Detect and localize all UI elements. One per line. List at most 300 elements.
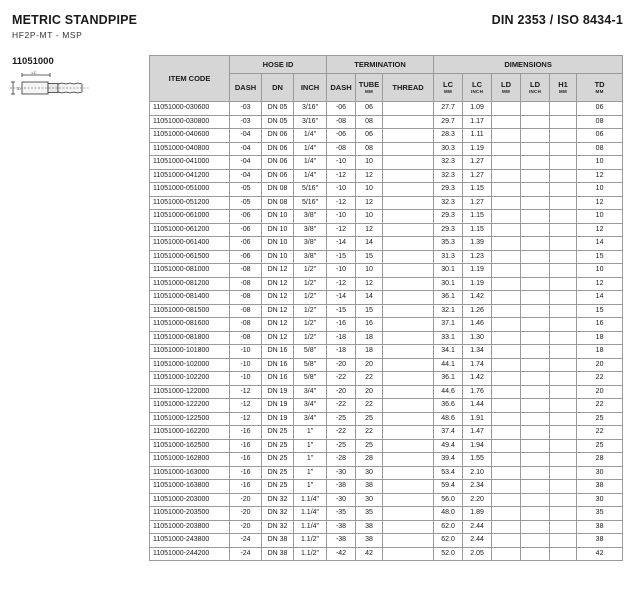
table-cell bbox=[550, 439, 577, 453]
table-row bbox=[150, 183, 623, 197]
table-cell: 2.44 bbox=[463, 534, 492, 548]
column-header-label: DASH bbox=[234, 82, 257, 92]
table-cell: -22 bbox=[327, 372, 356, 386]
column-header-unit: INCH bbox=[470, 88, 484, 94]
table-cell: 1.19 bbox=[463, 264, 492, 278]
table-cell: DN 06 bbox=[262, 156, 294, 170]
table-cell: -10 bbox=[327, 264, 356, 278]
table-cell: 08 bbox=[577, 142, 623, 156]
table-cell: 1.09 bbox=[463, 102, 492, 116]
table-cell bbox=[383, 250, 434, 264]
table-cell bbox=[521, 426, 550, 440]
table-cell bbox=[521, 277, 550, 291]
table-cell: -10 bbox=[327, 210, 356, 224]
table-cell bbox=[521, 196, 550, 210]
table-cell bbox=[550, 507, 577, 521]
table-row bbox=[150, 250, 623, 264]
table-cell bbox=[383, 385, 434, 399]
column-header-label: INCH bbox=[300, 82, 320, 92]
table-cell: 14 bbox=[577, 237, 623, 251]
table-cell bbox=[521, 115, 550, 129]
table-cell: 1.11 bbox=[463, 129, 492, 143]
table-cell: 5/16" bbox=[294, 183, 327, 197]
table-cell bbox=[492, 453, 521, 467]
table-cell bbox=[550, 331, 577, 345]
table-row bbox=[150, 318, 623, 332]
table-cell bbox=[492, 156, 521, 170]
table-cell: -16 bbox=[230, 439, 262, 453]
table-row bbox=[150, 142, 623, 156]
table-cell bbox=[492, 115, 521, 129]
table-cell: -16 bbox=[230, 466, 262, 480]
table-cell: -25 bbox=[327, 439, 356, 453]
table-cell: 1" bbox=[294, 426, 327, 440]
table-cell bbox=[550, 156, 577, 170]
table-cell: 22 bbox=[356, 399, 383, 413]
table-cell bbox=[383, 480, 434, 494]
table-cell: 48.0 bbox=[434, 507, 463, 521]
table-cell: DN 12 bbox=[262, 291, 294, 305]
header-hose-id: HOSE ID bbox=[230, 56, 327, 74]
table-cell: -10 bbox=[327, 183, 356, 197]
table-cell: DN 19 bbox=[262, 399, 294, 413]
table-cell: 06 bbox=[356, 129, 383, 143]
column-header bbox=[577, 74, 623, 102]
table-cell: 10 bbox=[577, 183, 623, 197]
table-cell: -30 bbox=[327, 466, 356, 480]
item-code-cell: 11051000-061400 bbox=[150, 237, 230, 251]
table-cell: 29.3 bbox=[434, 223, 463, 237]
table-cell: -12 bbox=[230, 385, 262, 399]
table-cell bbox=[383, 493, 434, 507]
table-cell bbox=[550, 493, 577, 507]
table-row bbox=[150, 196, 623, 210]
item-code-cell: 11051000-203500 bbox=[150, 507, 230, 521]
table-cell bbox=[521, 156, 550, 170]
table-cell bbox=[492, 291, 521, 305]
table-cell: DN 08 bbox=[262, 196, 294, 210]
table-cell: 1/4" bbox=[294, 169, 327, 183]
table-cell bbox=[383, 223, 434, 237]
table-cell: DN 38 bbox=[262, 534, 294, 548]
table-cell bbox=[521, 169, 550, 183]
table-cell: DN 32 bbox=[262, 520, 294, 534]
table-cell: 1.34 bbox=[463, 345, 492, 359]
table-cell: -20 bbox=[327, 358, 356, 372]
table-cell: DN 12 bbox=[262, 277, 294, 291]
table-cell: -06 bbox=[230, 250, 262, 264]
table-cell: 28 bbox=[356, 453, 383, 467]
table-cell bbox=[550, 547, 577, 561]
table-cell: 1/4" bbox=[294, 156, 327, 170]
table-cell: -16 bbox=[327, 318, 356, 332]
table-cell bbox=[492, 547, 521, 561]
table-cell: -06 bbox=[327, 129, 356, 143]
column-header bbox=[521, 74, 550, 102]
table-cell bbox=[521, 250, 550, 264]
table-row bbox=[150, 277, 623, 291]
table-cell bbox=[550, 237, 577, 251]
table-row bbox=[150, 493, 623, 507]
table-cell: 3/8" bbox=[294, 250, 327, 264]
table-cell bbox=[383, 142, 434, 156]
item-code-cell: 11051000-061000 bbox=[150, 210, 230, 224]
table-cell: DN 10 bbox=[262, 250, 294, 264]
table-cell bbox=[550, 169, 577, 183]
table-cell: 3/8" bbox=[294, 237, 327, 251]
table-cell: DN 25 bbox=[262, 466, 294, 480]
column-header bbox=[383, 74, 434, 102]
table-cell: 12 bbox=[577, 223, 623, 237]
table-cell: -04 bbox=[230, 129, 262, 143]
table-row bbox=[150, 399, 623, 413]
table-cell bbox=[383, 183, 434, 197]
item-code-cell: 11051000-040600 bbox=[150, 129, 230, 143]
table-row bbox=[150, 439, 623, 453]
table-cell: -08 bbox=[230, 277, 262, 291]
column-header-label: THREAD bbox=[392, 82, 424, 92]
table-cell bbox=[550, 358, 577, 372]
product-subtitle: HF2P-MT - MSP bbox=[12, 30, 83, 40]
table-cell bbox=[521, 372, 550, 386]
table-cell: 1/2" bbox=[294, 318, 327, 332]
column-header-unit: MM bbox=[501, 88, 511, 94]
table-cell: DN 05 bbox=[262, 102, 294, 116]
column-header bbox=[463, 74, 492, 102]
table-cell: 1.94 bbox=[463, 439, 492, 453]
item-code-cell: 11051000-030600 bbox=[150, 102, 230, 116]
table-cell: 33.1 bbox=[434, 331, 463, 345]
table-cell: 15 bbox=[577, 250, 623, 264]
table-cell bbox=[383, 426, 434, 440]
table-cell: 3/16" bbox=[294, 115, 327, 129]
table-cell: 14 bbox=[356, 291, 383, 305]
table-cell: 06 bbox=[577, 102, 623, 116]
table-cell: DN 12 bbox=[262, 304, 294, 318]
table-cell: 20 bbox=[577, 358, 623, 372]
item-code-cell: 11051000-163000 bbox=[150, 466, 230, 480]
table-cell: 1.15 bbox=[463, 210, 492, 224]
table-cell: 12 bbox=[356, 196, 383, 210]
table-cell: 06 bbox=[356, 102, 383, 116]
table-cell: 30 bbox=[577, 466, 623, 480]
table-cell: -15 bbox=[327, 250, 356, 264]
table-cell: 36.1 bbox=[434, 372, 463, 386]
table-cell bbox=[521, 129, 550, 143]
column-header-label: LD bbox=[530, 79, 541, 89]
table-cell bbox=[492, 331, 521, 345]
table-cell: -20 bbox=[230, 520, 262, 534]
table-cell bbox=[550, 345, 577, 359]
table-cell bbox=[550, 385, 577, 399]
table-cell bbox=[521, 345, 550, 359]
table-cell bbox=[550, 453, 577, 467]
table-cell bbox=[521, 102, 550, 116]
table-cell bbox=[521, 264, 550, 278]
table-cell bbox=[550, 426, 577, 440]
item-code-cell: 11051000-244200 bbox=[150, 547, 230, 561]
table-cell: 5/8" bbox=[294, 345, 327, 359]
table-cell: 1.23 bbox=[463, 250, 492, 264]
table-cell: 1.19 bbox=[463, 142, 492, 156]
table-cell: 10 bbox=[356, 156, 383, 170]
table-cell bbox=[492, 466, 521, 480]
table-cell bbox=[521, 183, 550, 197]
table-cell: -18 bbox=[327, 331, 356, 345]
table-cell bbox=[383, 331, 434, 345]
table-cell: 14 bbox=[577, 291, 623, 305]
table-cell: 38 bbox=[356, 480, 383, 494]
column-header bbox=[230, 74, 262, 102]
table-row bbox=[150, 345, 623, 359]
table-cell: 1.91 bbox=[463, 412, 492, 426]
table-row bbox=[150, 534, 623, 548]
table-cell: 28.3 bbox=[434, 129, 463, 143]
table-cell: 48.6 bbox=[434, 412, 463, 426]
item-code-cell: 11051000-051000 bbox=[150, 183, 230, 197]
table-cell: -10 bbox=[327, 156, 356, 170]
table-cell: 25 bbox=[356, 412, 383, 426]
table-cell bbox=[521, 331, 550, 345]
table-cell: 2.05 bbox=[463, 547, 492, 561]
table-cell bbox=[521, 547, 550, 561]
item-code-cell: 11051000-081000 bbox=[150, 264, 230, 278]
table-cell: 1.19 bbox=[463, 277, 492, 291]
table-cell: 38 bbox=[356, 534, 383, 548]
table-cell: 25 bbox=[577, 439, 623, 453]
table-cell: 08 bbox=[577, 115, 623, 129]
table-cell: DN 32 bbox=[262, 493, 294, 507]
table-cell bbox=[550, 223, 577, 237]
table-row bbox=[150, 237, 623, 251]
table-cell: -04 bbox=[230, 142, 262, 156]
table-cell: 10 bbox=[577, 264, 623, 278]
table-cell bbox=[492, 250, 521, 264]
table-cell: 18 bbox=[356, 345, 383, 359]
table-cell: -30 bbox=[327, 493, 356, 507]
table-row bbox=[150, 520, 623, 534]
table-cell bbox=[492, 210, 521, 224]
table-cell bbox=[492, 264, 521, 278]
table-cell: 18 bbox=[356, 331, 383, 345]
column-header bbox=[550, 74, 577, 102]
table-cell: 18 bbox=[577, 331, 623, 345]
table-cell bbox=[383, 169, 434, 183]
table-cell: 20 bbox=[356, 358, 383, 372]
table-cell: 2.44 bbox=[463, 520, 492, 534]
table-cell bbox=[550, 520, 577, 534]
table-row bbox=[150, 385, 623, 399]
table-cell: 35 bbox=[356, 507, 383, 521]
table-cell: 62.0 bbox=[434, 520, 463, 534]
table-cell bbox=[492, 129, 521, 143]
table-cell bbox=[492, 439, 521, 453]
table-cell bbox=[383, 304, 434, 318]
table-cell: 30 bbox=[577, 493, 623, 507]
table-cell bbox=[383, 466, 434, 480]
table-cell: 10 bbox=[356, 183, 383, 197]
table-cell: 22 bbox=[356, 372, 383, 386]
table-cell: -38 bbox=[327, 520, 356, 534]
table-cell bbox=[550, 412, 577, 426]
table-cell: 12 bbox=[356, 223, 383, 237]
table-cell: 36.1 bbox=[434, 291, 463, 305]
item-code-cell: 11051000-102000 bbox=[150, 358, 230, 372]
table-cell bbox=[521, 493, 550, 507]
table-cell: 12 bbox=[356, 277, 383, 291]
table-cell bbox=[492, 196, 521, 210]
table-cell: 39.4 bbox=[434, 453, 463, 467]
column-header bbox=[294, 74, 327, 102]
table-cell: 1/2" bbox=[294, 264, 327, 278]
table-cell: -04 bbox=[230, 169, 262, 183]
table-cell bbox=[550, 399, 577, 413]
page-title: METRIC STANDPIPE bbox=[12, 13, 138, 27]
table-cell: 1.46 bbox=[463, 318, 492, 332]
table-cell: 1.89 bbox=[463, 507, 492, 521]
item-code-cell: 11051000-203800 bbox=[150, 520, 230, 534]
item-code-cell: 11051000-162800 bbox=[150, 453, 230, 467]
table-cell bbox=[550, 210, 577, 224]
table-cell: 12 bbox=[577, 277, 623, 291]
table-cell bbox=[521, 399, 550, 413]
table-cell: 10 bbox=[356, 264, 383, 278]
table-cell bbox=[521, 210, 550, 224]
table-cell bbox=[492, 169, 521, 183]
table-cell: 30.1 bbox=[434, 277, 463, 291]
table-cell bbox=[492, 318, 521, 332]
table-cell bbox=[383, 237, 434, 251]
table-cell bbox=[521, 439, 550, 453]
table-cell: DN 05 bbox=[262, 115, 294, 129]
table-cell: 1/2" bbox=[294, 291, 327, 305]
table-cell: -22 bbox=[327, 399, 356, 413]
diagram-label-td: TD bbox=[16, 87, 21, 91]
table-cell: 1.1/2" bbox=[294, 534, 327, 548]
table-cell: 1.15 bbox=[463, 223, 492, 237]
table-cell: 1" bbox=[294, 466, 327, 480]
table-cell: 15 bbox=[577, 304, 623, 318]
table-cell: 56.0 bbox=[434, 493, 463, 507]
table-cell bbox=[383, 129, 434, 143]
table-cell bbox=[521, 466, 550, 480]
table-cell: 1.42 bbox=[463, 291, 492, 305]
table-cell: 1.15 bbox=[463, 183, 492, 197]
table-row bbox=[150, 412, 623, 426]
table-cell: 38 bbox=[577, 534, 623, 548]
table-cell: 36.6 bbox=[434, 399, 463, 413]
item-code-cell: 11051000-061200 bbox=[150, 223, 230, 237]
table-row bbox=[150, 372, 623, 386]
table-cell: -42 bbox=[327, 547, 356, 561]
table-cell: 62.0 bbox=[434, 534, 463, 548]
table-row bbox=[150, 115, 623, 129]
table-cell bbox=[383, 399, 434, 413]
column-header-label: LC bbox=[472, 79, 483, 89]
table-cell: -08 bbox=[230, 318, 262, 332]
table-row bbox=[150, 291, 623, 305]
table-cell: 08 bbox=[356, 115, 383, 129]
table-cell: 29.3 bbox=[434, 210, 463, 224]
table-cell: -08 bbox=[327, 142, 356, 156]
table-cell bbox=[492, 102, 521, 116]
table-cell bbox=[521, 318, 550, 332]
column-header-label: LD bbox=[501, 79, 512, 89]
table-cell bbox=[492, 480, 521, 494]
table-cell: 29.7 bbox=[434, 115, 463, 129]
table-cell: 3/16" bbox=[294, 102, 327, 116]
table-cell: 1.47 bbox=[463, 426, 492, 440]
table-cell: 16 bbox=[356, 318, 383, 332]
table-cell: DN 16 bbox=[262, 345, 294, 359]
table-cell: 2.20 bbox=[463, 493, 492, 507]
table-cell: -05 bbox=[230, 196, 262, 210]
table-cell: 20 bbox=[577, 385, 623, 399]
table-cell bbox=[521, 223, 550, 237]
column-header-label: DN bbox=[272, 82, 283, 92]
table-cell: 16 bbox=[577, 318, 623, 332]
column-header-unit: MM bbox=[364, 88, 374, 94]
table-cell: DN 12 bbox=[262, 318, 294, 332]
item-code-cell: 11051000-081800 bbox=[150, 331, 230, 345]
table-cell: 1" bbox=[294, 480, 327, 494]
table-cell: -08 bbox=[230, 291, 262, 305]
table-cell bbox=[383, 534, 434, 548]
item-code-cell: 11051000-162200 bbox=[150, 426, 230, 440]
table-cell: 38 bbox=[356, 520, 383, 534]
table-row bbox=[150, 466, 623, 480]
column-header-unit: MM bbox=[558, 88, 568, 94]
table-cell bbox=[492, 372, 521, 386]
table-row bbox=[150, 507, 623, 521]
table-cell: -10 bbox=[230, 358, 262, 372]
table-cell: 1.1/4" bbox=[294, 520, 327, 534]
item-code-cell: 11051000-081500 bbox=[150, 304, 230, 318]
table-cell: 1.39 bbox=[463, 237, 492, 251]
table-cell: 29.3 bbox=[434, 183, 463, 197]
table-cell: DN 19 bbox=[262, 412, 294, 426]
table-cell bbox=[383, 264, 434, 278]
table-cell: -12 bbox=[327, 277, 356, 291]
table-cell: 1/4" bbox=[294, 142, 327, 156]
header-dimensions: DIMENSIONS bbox=[434, 56, 623, 74]
table-cell bbox=[383, 196, 434, 210]
table-cell: DN 08 bbox=[262, 183, 294, 197]
table-cell bbox=[383, 277, 434, 291]
table-cell: 1.27 bbox=[463, 196, 492, 210]
table-cell bbox=[492, 304, 521, 318]
table-cell: 10 bbox=[577, 210, 623, 224]
item-code-cell: 11051000-122000 bbox=[150, 385, 230, 399]
item-code-cell: 11051000-101800 bbox=[150, 345, 230, 359]
table-cell: 32.1 bbox=[434, 304, 463, 318]
table-row bbox=[150, 480, 623, 494]
table-cell: 28 bbox=[577, 453, 623, 467]
table-cell: 27.7 bbox=[434, 102, 463, 116]
table-cell bbox=[521, 520, 550, 534]
table-cell bbox=[550, 466, 577, 480]
table-cell bbox=[383, 291, 434, 305]
item-code-cell: 11051000-040800 bbox=[150, 142, 230, 156]
item-code-cell: 11051000-162500 bbox=[150, 439, 230, 453]
table-cell bbox=[550, 142, 577, 156]
table-cell bbox=[492, 534, 521, 548]
table-cell bbox=[492, 399, 521, 413]
table-cell: DN 25 bbox=[262, 426, 294, 440]
table-cell: 44.1 bbox=[434, 358, 463, 372]
table-cell bbox=[521, 291, 550, 305]
column-header-label: DASH bbox=[330, 82, 352, 92]
